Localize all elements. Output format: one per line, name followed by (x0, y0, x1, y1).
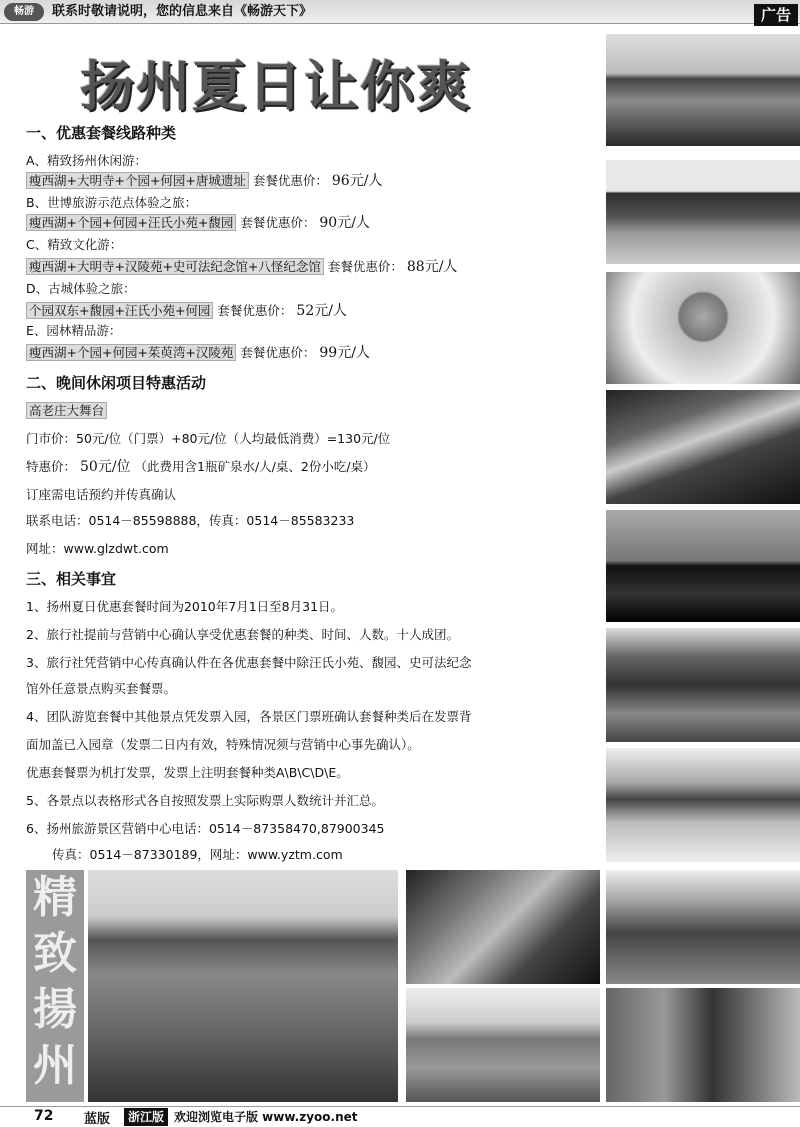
photo-buddha-statue (606, 272, 800, 384)
route-b-spots: 瘦西湖+个园+何园+汪氏小苑+馥园 (26, 214, 236, 231)
photo-waterfall-garden (406, 870, 600, 984)
photo-night-waterfront (606, 510, 800, 622)
region-badge: 浙江版 (124, 1108, 168, 1126)
note-4: 4、团队游览套餐中其他景点凭发票入园，各景区门票班确认套餐种类后在发票背 (26, 709, 472, 724)
note-6-cont: 传真：0514－87330189，网址：www.yztm.com (52, 847, 343, 862)
section3-heading: 三、相关事宜 (26, 570, 117, 588)
section1-heading: 一、优惠套餐线路种类 (26, 124, 177, 142)
venue-website: 网址：www.glzdwt.com (26, 541, 169, 556)
route-e-name: E、园林精品游： (26, 323, 122, 338)
venue (26, 402, 107, 420)
photo-old-street (606, 988, 800, 1102)
photo-slender-west-lake (606, 34, 800, 146)
side-label (26, 870, 84, 1102)
route-c-price-label: 套餐优惠价： (327, 259, 403, 274)
page-title: 扬州夏日让你爽 (80, 55, 472, 118)
route-b-price-label: 套餐优惠价： (240, 215, 316, 230)
edition-label: 蓝版 (84, 1112, 111, 1127)
section2-heading: 二、晚间休闲项目特惠活动 (26, 374, 207, 392)
booking-note: 订座需电话预约并传真确认 (26, 487, 177, 502)
photo-pavilion (606, 628, 800, 742)
route-a-price: 96元/人 (331, 173, 383, 189)
route-b-name: B、世博旅游示范点体验之旅： (26, 195, 198, 210)
photo-lake-boats (88, 870, 398, 1102)
route-b-price: 90元/人 (319, 215, 370, 231)
route-a (26, 172, 382, 190)
note-1: 1、扬州夏日优惠套餐时间为2010年7月1日至8月31日。 (26, 599, 344, 614)
route-d-spots: 个园双东+馥园+汪氏小苑+何园 (26, 302, 213, 319)
route-c-name: C、精致文化游： (26, 237, 123, 252)
route-d-price-label: 套餐优惠价： (217, 303, 293, 318)
special-price-value: 50元/位 (80, 459, 131, 475)
route-d-price: 52元/人 (296, 303, 347, 319)
venue-name: 高老庄大舞台 (26, 402, 107, 419)
side-label-char: 精 (33, 872, 77, 923)
route-a-price-label: 套餐优惠价： (252, 173, 328, 188)
photo-tomb-gate (406, 988, 600, 1102)
note-4-cont: 面加盖已入园章（发票二日内有效，特殊情况须与营销中心事先确认）。 (26, 737, 420, 752)
special-price-note: （此费用含1瓶矿泉水/人/桌、2份小吃/桌） (134, 459, 376, 474)
photo-garden-rockery (606, 390, 800, 504)
source-note: 联系时敬请说明，您的信息来自《畅游天下》 (52, 4, 313, 19)
route-c-spots: 瘦西湖+大明寺+汉陵苑+史可法纪念馆+八怪纪念馆 (26, 258, 324, 275)
magazine-logo: 畅游 (4, 3, 44, 21)
venue-contact: 联系电话：0514－85598888，传真：0514－85583233 (26, 513, 355, 528)
door-price: 门市价：50元/位（门票）+80元/位（人均最低消费）=130元/位 (26, 431, 391, 446)
side-label-char: 州 (33, 1040, 77, 1091)
route-e-spots: 瘦西湖+个园+何园+茱萸湾+汉陵苑 (26, 344, 236, 361)
page-number: 72 (34, 1108, 54, 1124)
footer-bar (0, 1106, 800, 1127)
special-price-label: 特惠价： (26, 459, 77, 474)
photo-temple (606, 160, 800, 264)
route-e-price-label: 套餐优惠价： (240, 345, 316, 360)
photo-pyramid-building (606, 748, 800, 862)
photo-city-gate (606, 870, 800, 984)
note-3-cont: 馆外任意景点购买套餐票。 (26, 681, 177, 696)
route-a-spots: 瘦西湖+大明寺+个园+何园+唐城遗址 (26, 172, 249, 189)
route-e (26, 344, 370, 362)
website-link[interactable]: 欢迎浏览电子版 www.zyoo.net (174, 1110, 358, 1124)
side-label-char: 揚 (33, 984, 77, 1035)
note-4-extra: 优惠套餐票为机打发票，发票上注明套餐种类A\B\C\D\E。 (26, 765, 349, 780)
route-c (26, 258, 457, 276)
side-label-char: 致 (33, 928, 77, 979)
note-2: 2、旅行社提前与营销中心确认享受优惠套餐的种类、时间、人数。十人成团。 (26, 627, 459, 642)
note-5: 5、各景点以表格形式各自按照发票上实际购票人数统计并汇总。 (26, 793, 384, 808)
special-price (26, 458, 376, 476)
route-d-name: D、古城体验之旅： (26, 281, 136, 296)
route-e-price: 99元/人 (319, 345, 370, 361)
route-c-price: 88元/人 (406, 259, 458, 275)
route-d (26, 302, 347, 320)
route-b (26, 214, 370, 232)
route-a-name: A、精致扬州休闲游： (26, 153, 148, 168)
note-6: 6、扬州旅游景区营销中心电话：0514－87358470,87900345 (26, 821, 385, 836)
ad-tag: 广告 (754, 4, 798, 26)
note-3: 3、旅行社凭营销中心传真确认件在各优惠套餐中除汪氏小苑、馥园、史可法纪念 (26, 655, 472, 670)
